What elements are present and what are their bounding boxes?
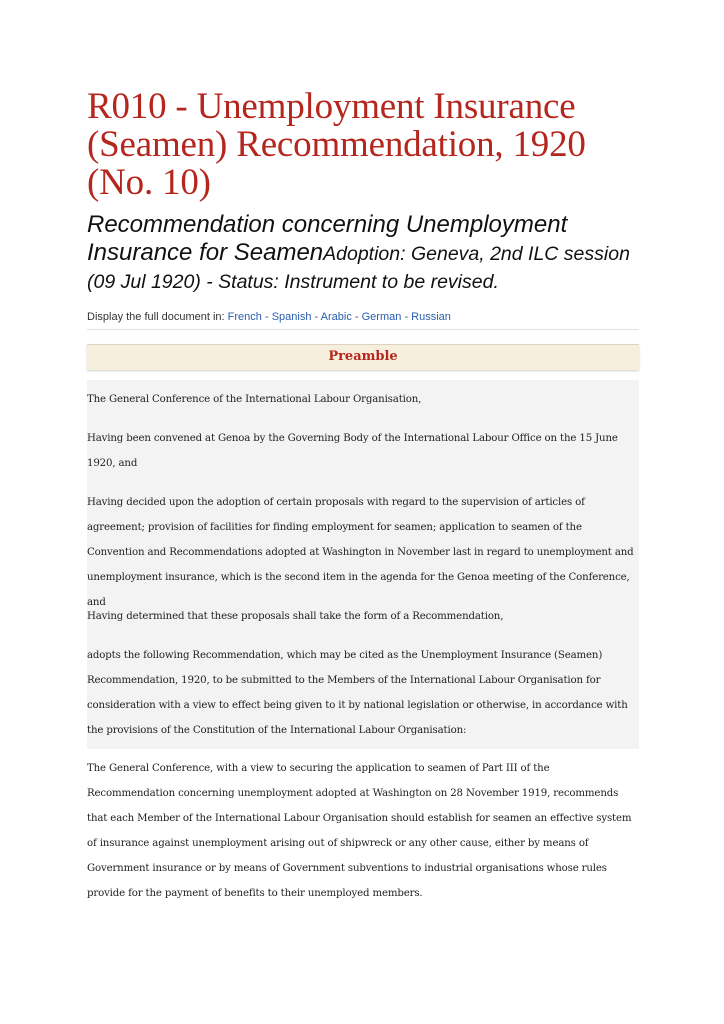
language-link-arabic[interactable]: Arabic (320, 311, 352, 323)
language-separator: - (264, 311, 269, 323)
preamble-paragraph: adopts the following Recommendation, which may be cited as the Unemployment Insurance (Seamen) Recommendation, 1920, to be submitted to the Members of the International Labour Organisation for consideration with a view to effect being given to it by national legislation or otherwise, in accordance with the provisions of the Constitution of the International Labour Organisation: (87, 650, 628, 736)
preamble-paragraph: Having decided upon the adoption of certain proposals with regard to the supervision of articles of agreement; provision of facilities for finding employment for seamen; application to seamen of the Convention and Recommendations adopted at Washington in November last in regard to unemployment and unemployment insurance, which is the second item in the agenda for the Genoa meeting of the Conference, and (87, 497, 634, 608)
language-link-russian[interactable]: Russian (411, 311, 451, 323)
subtitle-text: Recommendation concerning Unemployment Insurance for Seamen (87, 211, 568, 266)
language-link-french[interactable]: French (227, 311, 262, 323)
document-subtitle (87, 211, 637, 295)
preamble-paragraph: Having been convened at Genoa by the Governing Body of the International Labour Office on the 15 June 1920, and (87, 433, 618, 469)
language-separator: - (354, 311, 359, 323)
language-links-row (87, 311, 639, 330)
display-label: Display the full document in: (87, 311, 225, 323)
language-separator: - (314, 311, 319, 323)
adoption-status: Adoption: Geneva, 2nd ILC session (09 Jul 1920) - Status: Instrument to be revised. (87, 243, 630, 293)
preamble-section-header[interactable] (87, 344, 639, 370)
language-link-spanish[interactable]: Spanish (271, 311, 312, 323)
preamble-paragraph: Having determined that these proposals shall take the form of a Recommendation, (87, 611, 504, 622)
preamble-heading: Preamble (328, 349, 398, 364)
preamble-paragraph: The General Conference of the International Labour Organisation, (87, 394, 422, 405)
language-link-german[interactable]: German (361, 311, 402, 323)
language-separator: - (404, 311, 409, 323)
recommendation-body-paragraph: The General Conference, with a view to securing the application to seamen of Part III of the Recommendation concerning unemployment adopted at Washington on 28 November 1919, recommends that each Member of the International Labour Organisation should establish for seamen an effective system of insurance against unemployment arising out of shipwreck or any other cause, either by means of Government insurance or by means of Government subventions to industrial organisations whose rules provide for the payment of benefits to their unemployed members. (87, 763, 632, 899)
document-title: R010 - Unemployment Insurance (Seamen) Recommendation, 1920 (No. 10) (87, 86, 586, 203)
